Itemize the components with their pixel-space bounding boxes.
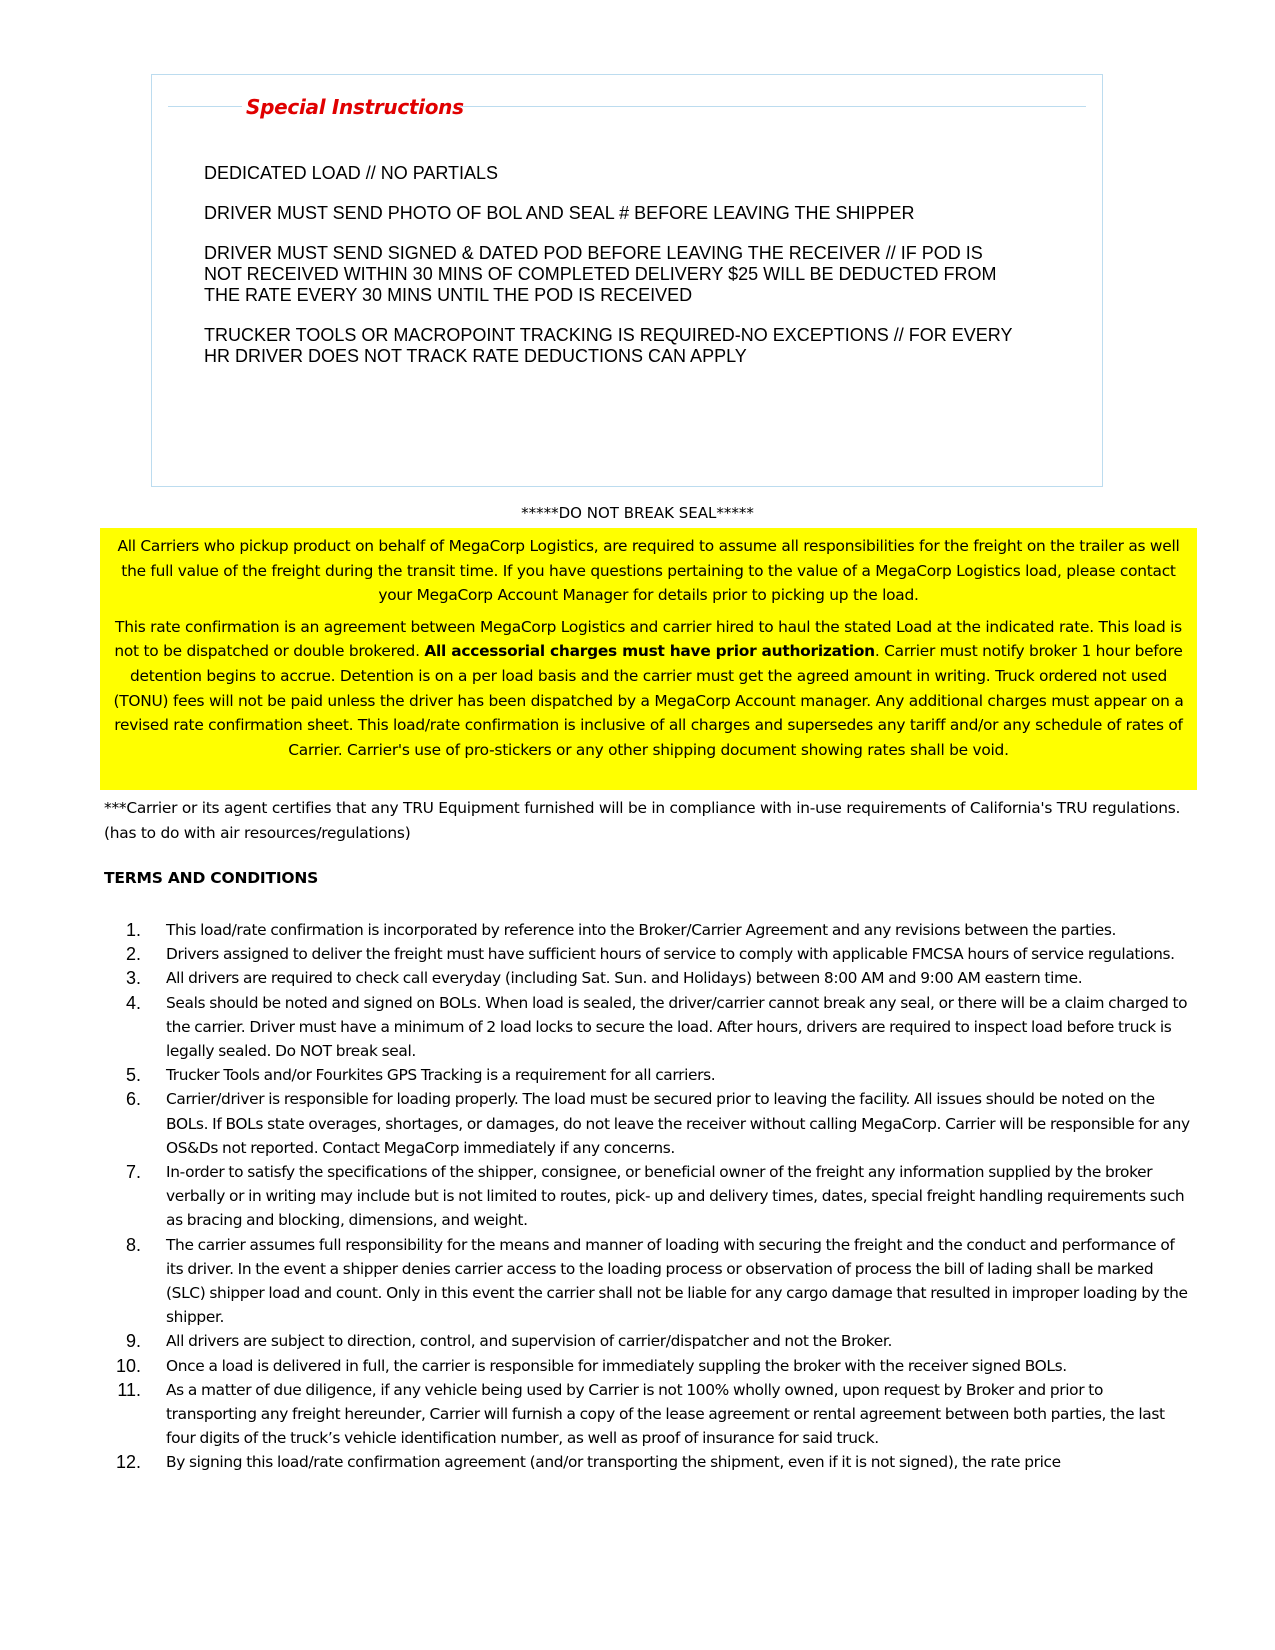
terms-item-number: 10.: [115, 1355, 141, 1376]
terms-item: [0, 991, 1275, 1064]
tru-compliance-note: ***Carrier or its agent certifies that any TRU Equipment furnished will be in compliance with in-use requirements of California's TRU regulations. (has to do with air resources/regulations): [104, 799, 1181, 842]
terms-item: [0, 1450, 1275, 1474]
terms-item: [0, 1233, 1275, 1330]
terms-item-number: 8.: [125, 1234, 141, 1255]
terms-item-text: In-order to satisfy the specifications of the shipper, consignee, or beneficial owner of the freight any information supplied by the broker verbally or in writing may include but is not limited to routes, pick- up and delivery times, dates, special freight handling requirements such as bracing and blocking, dimensions, and weight.: [166, 1163, 1185, 1230]
terms-item-text: By signing this load/rate confirmation agreement (and/or transporting the shipment, even if it is not signed), the rate price: [166, 1453, 1061, 1472]
terms-item-number: 6.: [125, 1089, 141, 1110]
terms-heading: TERMS AND CONDITIONS: [104, 869, 319, 887]
terms-item-number: 12.: [115, 1452, 141, 1473]
notice-paragraph-1: All Carriers who pickup product on behalf of MegaCorp Logistics, are required to assume all responsibilities for the freight on the trailer as well the full value of the freight during the transit time. If you have questions pertaining to the value of a MegaCorp Logistics load, please contact your MegaCorp Account Manager for details prior to picking up the load.: [117, 537, 1180, 605]
terms-item-text: Drivers assigned to deliver the freight must have sufficient hours of service to comply with applicable FMCSA hours of service regulations.: [166, 945, 1175, 964]
terms-item: [0, 942, 1275, 966]
instruction-line: DEDICATED LOAD // NO PARTIALS: [204, 163, 499, 183]
special-instructions-title: Special Instructions: [246, 95, 464, 119]
terms-item: [0, 1063, 1275, 1087]
notice-paragraph-2-start: This rate confirmation is an agreement between MegaCorp Logistics and carrier hired to haul the stated Load at the indicated rate. This load is not to be dispatched or double brokered.: [114, 617, 1182, 661]
terms-item-text: The carrier assumes full responsibility for the means and manner of loading with securing the freight and the conduct and performance of its driver. In the event a shipper denies carrier access to the loading process or observation of process the bill of lading shall be marked (SLC) shipper load and count. Only in this event the carrier shall not be liable for any cargo damage that resulted in improper loading by the shipper.: [166, 1235, 1188, 1327]
terms-item: [0, 1378, 1275, 1451]
carrier-responsibility-notice: [100, 528, 1197, 790]
terms-item: [0, 918, 1275, 942]
terms-item-number: 7.: [125, 1162, 141, 1183]
instruction-line: TRUCKER TOOLS OR MACROPOINT TRACKING IS REQUIRED-NO EXCEPTIONS // FOR EVERY HR DRIVER DOES NOT TRACK RATE DEDUCTIONS CAN APPLY: [204, 325, 1013, 366]
accessorial-charges-emphasis: All accessorial charges must have prior authorization: [424, 642, 875, 661]
instruction-line: DRIVER MUST SEND PHOTO OF BOL AND SEAL # BEFORE LEAVING THE SHIPPER: [204, 203, 915, 223]
title-rule-left: [168, 106, 242, 107]
terms-item-text: This load/rate confirmation is incorporated by reference into the Broker/Carrier Agreement and any revisions between the parties.: [166, 921, 1117, 939]
terms-item-number: 3.: [125, 968, 141, 989]
terms-item-text: As a matter of due diligence, if any vehicle being used by Carrier is not 100% wholly owned, upon request by Broker and prior to transporting any freight hereunder, Carrier will furnish a copy of the lease agreement or rental agreement between both parties, the last four digits of the truck’s vehicle identification number, as well as proof of insurance for said truck.: [166, 1380, 1165, 1448]
terms-item-text: Seals should be noted and signed on BOLs. When load is sealed, the driver/carrier cannot break any seal, or there will be a claim charged to the carrier. Driver must have a minimum of 2 load locks to secure the load. After hours, drivers are required to inspect load before truck is legally sealed. Do NOT break seal.: [166, 993, 1188, 1061]
terms-item: [0, 1329, 1275, 1353]
terms-item: [0, 1160, 1275, 1233]
notice-paragraph-2: [108, 615, 1189, 763]
terms-item-number: 2.: [125, 944, 141, 965]
terms-item-text: All drivers are subject to direction, control, and supervision of carrier/dispatcher and not the Broker.: [166, 1332, 893, 1351]
terms-list: [0, 918, 1275, 1475]
seal-notice: *****DO NOT BREAK SEAL*****: [521, 504, 754, 522]
terms-item-text: Trucker Tools and/or Fourkites GPS Tracking is a requirement for all carriers.: [166, 1066, 716, 1085]
special-instructions-box: [151, 74, 1103, 487]
terms-item-number: 1.: [125, 920, 141, 940]
terms-item: [0, 1354, 1275, 1378]
terms-item-text: Carrier/driver is responsible for loading properly. The load must be secured prior to leaving the facility. All issues should be noted on the BOLs. If BOLs state overages, shortages, or damages, do not leave the receiver without calling MegaCorp. Carrier will be responsible for any OS&Ds not reported. Contact MegaCorp immediately if any concerns.: [166, 1090, 1190, 1157]
special-instructions-list: [204, 163, 1064, 386]
terms-item-number: 4.: [125, 992, 141, 1013]
terms-item-number: 9.: [125, 1331, 141, 1352]
terms-item: [0, 1087, 1275, 1160]
terms-item-text: All drivers are required to check call everyday (including Sat. Sun. and Holidays) between 8:00 AM and 9:00 AM eastern time.: [166, 969, 1083, 988]
terms-item: [0, 966, 1275, 990]
terms-item-number: 5.: [125, 1065, 141, 1086]
terms-item-text: Once a load is delivered in full, the carrier is responsible for immediately suppling the broker with the receiver signed BOLs.: [166, 1356, 1067, 1375]
title-rule-right: [460, 106, 1086, 107]
terms-item-number: 11.: [117, 1379, 141, 1400]
instruction-line: DRIVER MUST SEND SIGNED & DATED POD BEFORE LEAVING THE RECEIVER // IF POD IS NOT RECEIVED WITHIN 30 MINS OF COMPLETED DELIVERY $25 WILL BE DEDUCTED FROM THE RATE EVERY 30 MINS UNTIL THE POD IS RECEIVED: [204, 243, 997, 305]
notice-paragraph-2-end: . Carrier must notify broker 1 hour before detention begins to accrue. Detention is on a per load basis and the carrier must get the agreed amount in writing. Truck ordered not used (TONU) fees will not be paid unless the driver has been dispatched by a MegaCorp Account manager. Any additional charges must appear on a revised rate confirmation sheet. This load/rate confirmation is inclusive of all charges and supersedes any tariff and/or any schedule of rates of Carrier. Carrier's use of pro-stickers or any other shipping document showing rates shall be void.: [113, 642, 1184, 759]
